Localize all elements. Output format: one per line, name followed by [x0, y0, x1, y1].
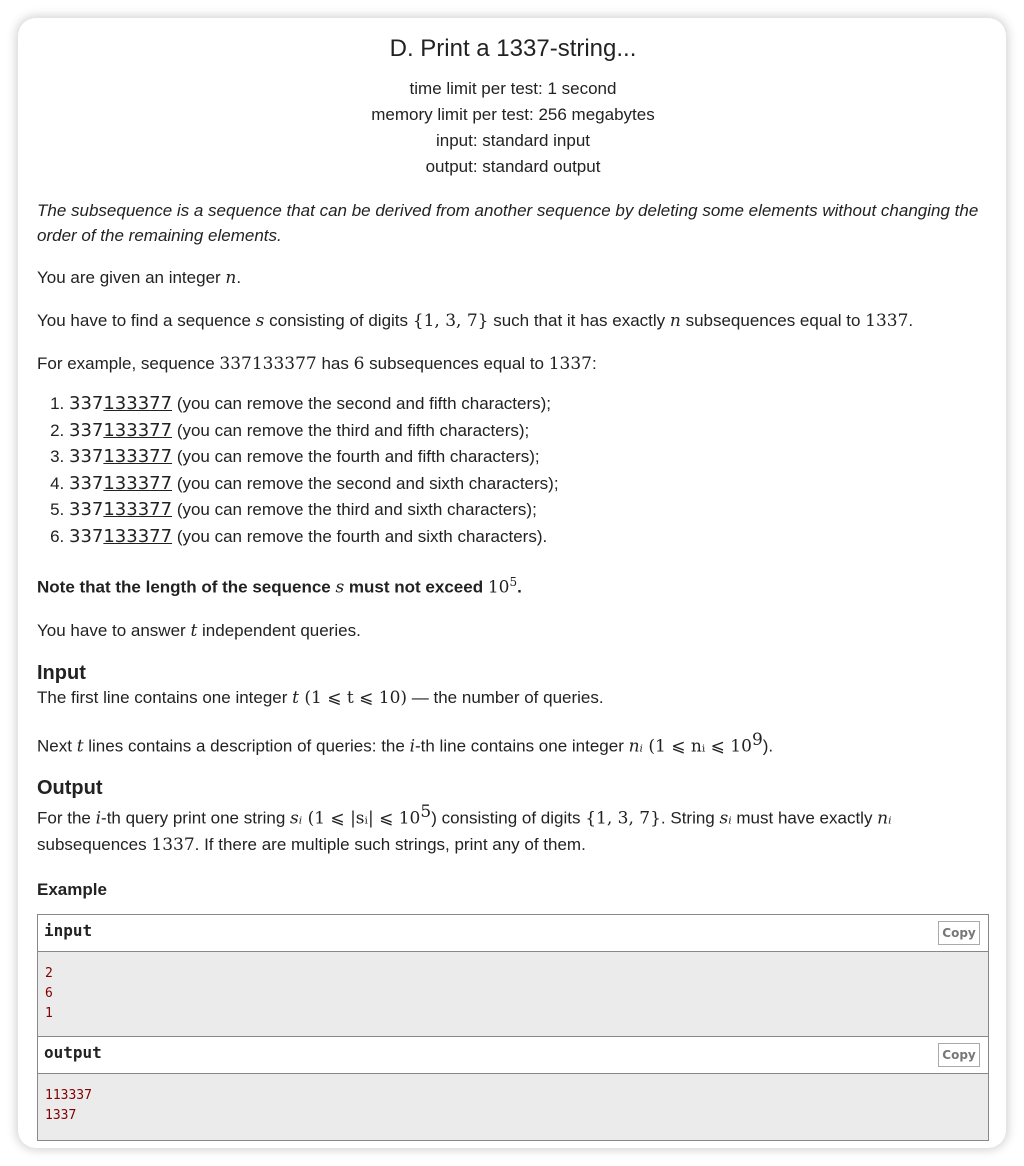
var-i: i [409, 736, 415, 757]
example-note: (you can remove the second and sixth characters); [176, 473, 559, 493]
exponent: 9 [751, 729, 763, 750]
var-n: n [669, 311, 681, 331]
constraint: (1 ⩽ t ⩽ 10) [299, 687, 408, 708]
example-intro-text [37, 351, 989, 377]
text: For the [37, 808, 96, 828]
list-item [69, 524, 989, 551]
sequence-prefix: 337 [69, 393, 104, 414]
text: subsequences equal to [680, 311, 866, 330]
example-sequence: 337133377 [219, 354, 317, 374]
definition-text: The subsequence is a sequence that can be derived from another sequence by deleting some elements without changing the order of the remaining elements. [37, 201, 979, 245]
sequence-underlined: 133377 [103, 419, 173, 441]
problem-limits [37, 76, 989, 180]
var-s-i: sᵢ [719, 808, 732, 829]
sequence-underlined: 133377 [103, 525, 173, 547]
text: must not exceed [344, 577, 488, 597]
number-1337: 1337 [151, 834, 195, 855]
sequence-underlined: 133377 [103, 472, 173, 494]
list-item [69, 471, 989, 498]
text: For example, sequence [37, 354, 220, 373]
text: ) consisting of digits [431, 808, 586, 828]
queries-text [37, 618, 989, 644]
copy-input-button[interactable]: Copy [938, 921, 980, 945]
exponent: 5 [420, 802, 432, 823]
sequence-prefix: 337 [69, 419, 104, 441]
sequence-underlined: 133377 [103, 393, 173, 414]
text: — the number of queries. [407, 687, 604, 707]
text: must have exactly [731, 808, 878, 828]
var-i: i [95, 808, 102, 829]
text: Note that the length of the sequence [37, 577, 336, 597]
text: such that it has exactly [488, 311, 670, 330]
sequence-prefix: 337 [69, 525, 104, 547]
text: . If there are multiple such strings, print any of them. [194, 834, 586, 854]
example-note: (you can remove the fourth and fifth characters); [176, 447, 540, 466]
problem-statement [37, 18, 989, 1141]
list-item [69, 418, 989, 445]
output-description [37, 800, 989, 858]
var-n-i: nᵢ [628, 736, 643, 757]
sample-input[interactable] [38, 952, 988, 1037]
output-label: output [44, 1042, 102, 1062]
copy-output-button[interactable]: Copy [938, 1043, 980, 1067]
given-integer-text [37, 265, 989, 291]
length-note [37, 570, 989, 601]
input-line: 6 [45, 985, 53, 1001]
text: The first line contains one integer [37, 687, 293, 707]
example-section-title: Example [37, 879, 107, 899]
text: subsequences equal to [364, 354, 549, 373]
list-item [69, 444, 989, 471]
subsequence-count: 6 [353, 354, 365, 374]
example-note: (you can remove the fourth and sixth characters). [176, 526, 548, 546]
memory-limit: memory limit per test: 256 megabytes [371, 105, 655, 124]
text: ). [762, 736, 774, 756]
text: -th line contains one integer [415, 736, 629, 756]
text: . [908, 311, 914, 330]
constraint: (1 ⩽ nᵢ ⩽ 10 [642, 736, 752, 757]
digit-set: {1, 3, 7} [412, 311, 489, 331]
text: -th query print one string [101, 808, 291, 828]
example-note: (you can remove the third and fifth characters); [176, 420, 530, 440]
example-note: (you can remove the second and fifth characters); [176, 394, 552, 413]
sample-output[interactable] [38, 1074, 988, 1140]
output-line: 1337 [45, 1107, 77, 1123]
task-text [37, 308, 989, 334]
input-line-1 [37, 685, 989, 711]
var-t: t [76, 736, 84, 757]
var-n: n [225, 268, 237, 288]
constraint: (1 ⩽ |sᵢ| ⩽ 10 [302, 808, 421, 829]
number-10: 10 [487, 577, 510, 598]
var-t: t [292, 687, 299, 708]
problem-title: D. Print a 1337-string... [389, 35, 637, 62]
input-header [38, 915, 988, 952]
input-line: 2 [45, 965, 53, 981]
text: : [592, 354, 597, 373]
output-section-title: Output [37, 777, 103, 800]
subsequence-examples-list [37, 391, 989, 550]
list-item [69, 391, 989, 418]
input-file: input: standard input [435, 131, 591, 150]
sample-test [37, 914, 989, 1141]
list-item [69, 497, 989, 524]
text: . [236, 268, 242, 287]
digit-set: {1, 3, 7} [585, 808, 661, 829]
text: independent queries. [197, 620, 361, 640]
sequence-prefix: 337 [69, 446, 104, 467]
text: You are given an integer [37, 268, 226, 287]
sequence-prefix: 337 [69, 472, 104, 494]
var-t: t [190, 620, 198, 641]
text: subsequences [37, 834, 152, 854]
text: consisting of digits [264, 311, 413, 330]
sequence-prefix: 337 [69, 499, 104, 520]
output-header [38, 1037, 988, 1074]
var-s: s [255, 311, 265, 331]
number-1337: 1337 [865, 311, 909, 331]
text: has [316, 354, 354, 373]
input-line-2 [37, 728, 989, 760]
output-file: output: standard output [425, 157, 601, 176]
input-section-title: Input [37, 661, 86, 684]
var-s: s [335, 577, 345, 598]
sequence-underlined: 133377 [103, 499, 173, 520]
exponent: 5 [509, 575, 518, 589]
var-s-i: sᵢ [290, 808, 303, 829]
example-note: (you can remove the third and sixth characters); [176, 500, 537, 519]
var-n-i: nᵢ [877, 808, 892, 829]
output-line: 113337 [45, 1087, 92, 1103]
text: Next [37, 736, 77, 756]
sequence-underlined: 133377 [103, 446, 173, 467]
text: lines contains a description of queries: the [83, 736, 410, 756]
input-label: input [44, 920, 93, 940]
text: . [517, 577, 522, 597]
problem-card [18, 18, 1006, 1148]
text: . String [660, 808, 720, 828]
time-limit: time limit per test: 1 second [409, 79, 617, 98]
input-line: 1 [45, 1005, 53, 1021]
number-1337: 1337 [548, 354, 592, 374]
text: You have to answer [37, 620, 191, 640]
text: You have to find a sequence [37, 311, 256, 330]
